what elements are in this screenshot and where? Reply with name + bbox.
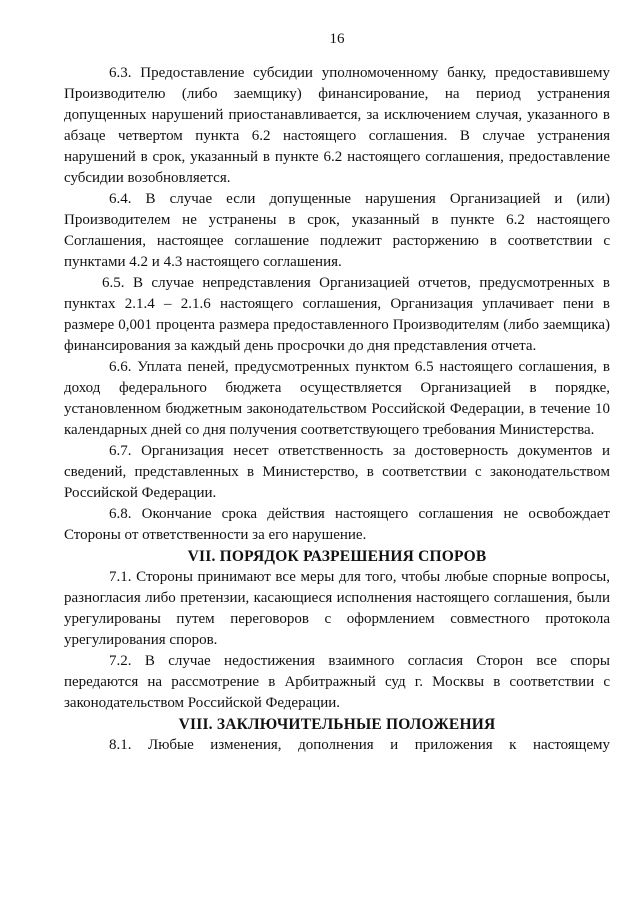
paragraph-7-2: 7.2. В случае недостижения взаимного согласия Сторон все споры передаются на рассмотрение в Арбитражный суд г. Москвы в соответствии с законодательством Российской Федерации. [64, 653, 610, 711]
paragraph-8-1: 8.1. Любые изменения, дополнения и приложения к настоящему [109, 737, 610, 753]
paragraph-6-8: 6.8. Окончание срока действия настоящего соглашения не освобождает Стороны от ответственности за его нарушение. [64, 506, 610, 543]
paragraph-6-5: 6.5. В случае непредставления Организацией отчетов, предусмотренных в пунктах 2.1.4 – 2.1.6 настоящего соглашения, Организация уплачивает пени в размере 0,001 процента размера предоставленного Производителям (либо заемщика) финансирования за каждый день просрочки до дня представления отчета. [64, 275, 610, 354]
document-body [64, 63, 610, 756]
paragraph-7-1: 7.1. Стороны принимают все меры для того, чтобы любые спорные вопросы, разногласия либо претензии, касающиеся исполнения настоящего соглашения, были урегулированы путем переговоров с оформлением совместного протокола урегулирования споров. [64, 569, 610, 648]
paragraph-6-3: 6.3. Предоставление субсидии уполномоченному банку, предоставившему Производителю (либо заемщику) финансирование, на период устранения допущенных нарушений приостанавливается, за исключением случая, указанного в абзаце четвертом пункта 6.2 настоящего соглашения. В случае устранения нарушений в срок, указанный в пункте 6.2 настоящего соглашения, предоставление субсидии возобновляется. [64, 65, 610, 186]
section-7-heading: VII. ПОРЯДОК РАЗРЕШЕНИЯ СПОРОВ [187, 548, 487, 565]
section-8-heading: VIII. ЗАКЛЮЧИТЕЛЬНЫЕ ПОЛОЖЕНИЯ [178, 716, 496, 733]
paragraph-6-7: 6.7. Организация несет ответственность за достоверность документов и сведений, представленных в Министерство, в соответствии с законодательством Российской Федерации. [64, 443, 610, 501]
paragraph-6-4: 6.4. В случае если допущенные нарушения Организацией и (или) Производителем не устранены в срок, указанный в пункте 6.2 настоящего Соглашения, настоящее соглашение подлежит расторжению в соответствии с пунктами 4.2 и 4.3 настоящего соглашения. [64, 191, 610, 270]
paragraph-6-6: 6.6. Уплата пеней, предусмотренных пунктом 6.5 настоящего соглашения, в доход федерального бюджета осуществляется Организацией в порядке, установленном бюджетным законодательством Российской Федерации, в течение 10 календарных дней со дня получения соответствующего требования Министерства. [64, 359, 610, 438]
page-number: 16 [329, 31, 345, 47]
